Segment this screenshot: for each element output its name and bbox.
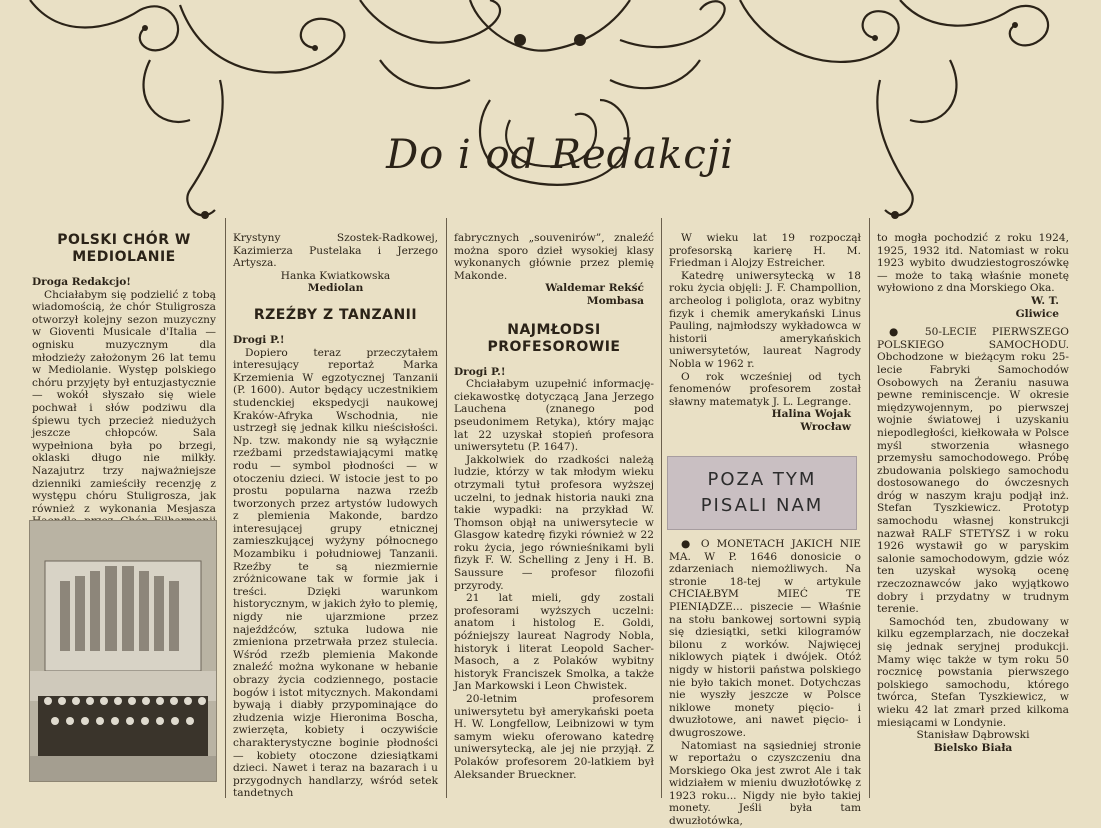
article-body: Chciałabym się podzielić z tobą wiadomością, że chór Stuligrosza otworzył kolejny sezon muzyczny w Gioventi Musicale d'Italia — ognisku muzycznym dla młodzieży założonym 26 lat temu w Mediolanie. Występ polskiego chóru przyjęty był entuzjastycznie — wokół słyszało się wiele pochwał i słów podziwu dla śpiewu tych przecież niedużych jeszcze chłopców. Sala wypełniona była po brzegi, oklaski długo nie milkły. Nazajutrz trzy najważniejsze dzienniki zamieściły recenzję z występu chóru Stuligrosza, jak również z wykonania Mesjasza: [32, 288, 216, 515]
continued-text: Krystyny Szostek-Radkowej, Kazimierza Pustelaka i Jerzego Artysza.: [233, 232, 438, 270]
article-body: Dopiero teraz przeczytałem interesujący reportaż Marka Krzemienia W egzotycznej Tanzanii (P. 1600). Autor będący uczestnikiem studenckiej ekspedycji naukowej Kraków-Afryka Wschodnia, nie ustrzegł się jednak kilku nieścisłości. Np. tzw. makondy nie są wyłącznie rzeźbami przedstawiającymi matkę rodu — symbol płodności — w otoczeniu dzieci. W istocie jest to po prostu popularna nazwa rzeźb tworzonych przez artystów ludowych z plemienia Makonde, bardzo interesującej grupy etnicznej zamieszkującej wyżyny północnego Mozambiku i południowej Tanzanii. Rzeźby te są niezmiernie zróżnicowane tak w formie jak i treści. Dzięki warunkom historycznym, w jakich żyło to plemię, nigdy nie ujarzmione przez najeźdźców, sztuka ludowa nie zmieniona przetrwała przez stulecia. Wśród rzeźb plemienia Makonde znaleźć można wykonane w hebanie obrazy życia codziennego, postacie bogów i istot mitycznych. Makondami bywają i diabły przypominające do złudzenia wizje Hieronima Boscha, zwierzęta, kobiety i oczywiście charakterystyczne boginie płodności — kobiety otoczone dziesiątkami dzieci. Nawet i teraz na bazarach i u przygodnych handlarzy, wśród setek tandetnych: [233, 346, 438, 800]
signature: W. T.: [1031, 294, 1059, 307]
column-5: [877, 232, 1069, 754]
greeting: Drogi P.!: [233, 333, 285, 346]
column-rule: [661, 218, 662, 798]
signature-city: Mombasa: [586, 294, 644, 307]
signature: Halina Wojak: [771, 408, 851, 421]
signature: Stanisław Dąbrowski: [916, 729, 1030, 742]
continued-text: fabrycznych „souvenirów”, znaleźć można sporo dzieł wysokiej klasy wykonanych głównie przez plemię Makonde.: [454, 232, 654, 282]
article-body: 20-letnim profesorem uniwersytetu był amerykański poeta H. W. Longfellow, Leibnizowi w tym samym wieku oferowano katedrę uniwersytecką, ale jej nie przyjął. Z Polaków profesorem 20-latkiem był Aleksander Brueckner.: [454, 693, 654, 781]
signature-city: Wrocław: [800, 420, 851, 433]
article-body: ● 50-LECIE PIERWSZEGO POLSKIEGO SAMOCHODU. Obchodzone w bieżącym roku 25-lecie Fabryki Samochodów Osobowych na Żeraniu nasuwa pewne reminiscencje. W okresie międzywojennym, po pierwszej wojnie światowej i uzyskaniu niepodległości, kiełkowała w Polsce myśl stworzenia własnego przemysłu samochodowego. Próbę zbudowania polskiego samochodu dostosowanego do ówczesnych dróg w naszym kraju podjął inż. Stefan Tyszkiewicz. Prototyp samochodu własnej konstrukcji nazwał RALF STETYSZ i w roku 1926 wystawił go w paryskim salonie samochodowym, gdzie wóz ten uzyskał wysoką ocenę rzeczoznawców jako wyjątkowo dobry i przydatny w trudnym terenie.: [877, 326, 1069, 616]
article-heading: RZEŹBY Z TANZANII: [253, 306, 418, 323]
column-1: [32, 232, 216, 553]
signature: Waldemar Rekść: [545, 282, 644, 295]
column-4: [669, 232, 861, 434]
article-body: O rok wcześniej od tych fenomenów profesorem został sławny matematyk J. L. Legrange.: [669, 370, 861, 408]
signature-city: Gliwice: [1015, 307, 1059, 320]
greeting: Drogi P.!: [454, 365, 506, 378]
article-body: Chciałabym uzupełnić informację-ciekawostkę dotyczącą Jana Jerzego Lauchena (znanego pod pseudonimem Retyka), który mając lat 22 uzyskał stopień profesora uniwersytetu (P. 1647).: [454, 378, 654, 454]
article-body: Katedrę uniwersytecką w 18 roku życia objęli: J. F. Champollion, archeolog i poliglota, oraz wybitny fizyk i chemik amerykański Linus Pauling, najmłodszy wykładowca w historii amerykańskich uniwersytetów, laureat Nagrody Nobla w 1962 r.: [669, 269, 861, 370]
signature-city: Mediolan: [307, 282, 364, 295]
article-heading: POLSKI CHÓR W MEDIOLANIE: [57, 232, 191, 265]
box-line: POZA TYM: [707, 469, 817, 490]
article-body: Samochód ten, zbudowany w kilku egzemplarzach, nie doczekał się jednak seryjnej produkcji. Mamy więc także w tym roku 50 rocznicę powstania pierwszego polskiego samochodu, którego twórca, Stefan Tyszkiewicz, w wieku 42 lat zmarł przed kilkoma miesiącami w Londynie.: [877, 615, 1069, 729]
article-body: W wieku lat 19 rozpoczął profesorską karierę H. M. Friedman i Alojzy Estreicher.: [669, 232, 861, 270]
article-body: Jakkolwiek do rzadkości należą ludzie, którzy w tak młodym wieku otrzymali tytuł profesora wyższej uczelni, to jednak historia nauki zna takie wypadki: na przykład W. Thomson objął na uniwersytecie w Glasgow katedrę fizyki również w 22 roku życia, jego równieśnikami byli fizyk F. W. Schelling z Jeny i H. B. Saussure — profesor filozofii przyrody.: [454, 453, 654, 592]
column-rule: [446, 218, 447, 798]
column-rule: [869, 218, 870, 798]
ornamental-header: [0, 0, 1101, 235]
column-2: [233, 232, 438, 800]
column-rule: [225, 218, 226, 798]
organ-hall-illustration: [30, 521, 216, 781]
article-body: Natomiast na sąsiedniej stronie w reportażu o czyszczeniu dna Morskiego Oka jest zwrot Ale i tak widziałem w mieniu dwuzłotówkę z 1923 roku... Nigdy nie było takiej monety. Jeśli była tam dwuzłotówka,: [669, 739, 861, 828]
page-title: Do i od Redakcji: [386, 132, 734, 178]
column-4-lower: [669, 538, 861, 828]
signature-city: Bielsko Biała: [933, 741, 1013, 754]
article-heading: NAJMŁODSI PROFESOROWIE: [487, 321, 621, 355]
signature: Hanka Kwiatkowska: [280, 269, 391, 282]
greeting: Droga Redakcjo!: [32, 276, 131, 288]
choir-photo: [29, 520, 217, 782]
continued-text: to mogła pochodzić z roku 1924, 1925, 1932 itd. Natomiast w roku 1923 wybito dwudziestogroszówkę — może to taką właśnie monetę wyłowiono z dna Morskiego Oka.: [877, 232, 1069, 295]
box-line: PISALI NAM: [700, 495, 824, 516]
column-3: [454, 232, 654, 781]
article-body: 21 lat mieli, gdy zostali profesorami wyższych uczelni: anatom i histolog E. Goldi, późniejszy laureat Nagrody Nobla, historyk i literat Leopold Sacher-Masoch, a z Polaków wybitny historyk Franciszek Smolka, a także Jan Markowski i Leon Chwistek.: [454, 592, 654, 693]
section-box-poza-tym: [667, 456, 857, 530]
article-body: ● O MONETACH JAKICH NIE MA. W P. 1646 donosicie o zdarzeniach niemożliwych. Na stronie 18-tej w artykule CHCIAŁBYM MIEĆ TE PIENIĄDZE... piszecie — Właśnie na stołu bankowej sortowni sypią się dziesiątki, setki kilogramów bilonu z worków. Najwięcej niklowych piątek i dwójek. Otóż nigdy w historii państwa polskiego nie było takich monet. Dotychczas nie wyszły jeszcze w Polsce niklowe monety pięcio- i dwuzłotowe, ani nawet pięcio- i dwugroszowe.: [669, 538, 861, 739]
